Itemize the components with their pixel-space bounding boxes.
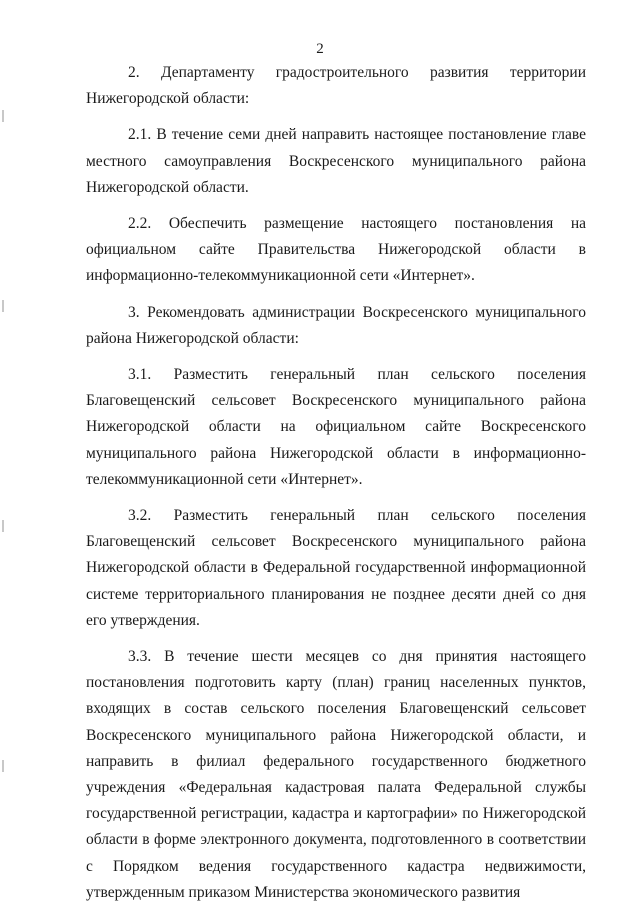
paragraph-3: 3. Рекомендовать администрации Воскресенского муниципального района Нижегородской области:	[86, 303, 586, 347]
paragraph-3-3: 3.3. В течение шести месяцев со дня принятия настоящего постановления подготовить карту (план) границ населенных пунктов, входящих в состав сельского поселения Благовещенский сельсовет Воскресенского муниципального района Нижегородской области, и направить в филиал федерального государственного бюджетного учреждения «Федеральная кадастровая палата Федеральной службы государственной регистрации, кадастра и картографии» по Нижегородской области в форме электронного документа, подготовленного в соответствии с Порядком ведения государственного кадастра недвижимости, утвержденным приказом Министерства экономического развития	[86, 648, 586, 901]
paragraph-2-2: 2.2. Обеспечить размещение настоящего постановления на официальном сайте Правительства Нижегородской области в информационно-телекоммуникационной сети «Интернет».	[86, 215, 586, 285]
document-body	[86, 60, 586, 916]
scan-edge-mark	[2, 520, 4, 532]
paragraph-3-2: 3.2. Разместить генеральный план сельского поселения Благовещенский сельсовет Воскресенского муниципального района Нижегородской области в Федеральной государственной информационной системе территориального планирования не позднее десяти дней со дня его утверждения.	[86, 507, 586, 629]
paragraph-2-1: 2.1. В течение семи дней направить настоящее постановление главе местного самоуправления Воскресенского муниципального района Нижегородской области.	[86, 126, 586, 196]
paragraph-3-1: 3.1. Разместить генеральный план сельского поселения Благовещенский сельсовет Воскресенского муниципального района Нижегородской области на официальном сайте Воскресенского муниципального района Нижегородской области в информационно-телекоммуникационной сети «Интернет».	[86, 366, 586, 488]
page-number: 2	[316, 41, 324, 57]
scan-edge-mark	[2, 110, 4, 122]
scan-edge-mark	[2, 300, 4, 312]
scan-edge-mark	[2, 760, 4, 772]
paragraph-2: 2. Департаменту градостроительного развития территории Нижегородской области:	[86, 64, 586, 108]
